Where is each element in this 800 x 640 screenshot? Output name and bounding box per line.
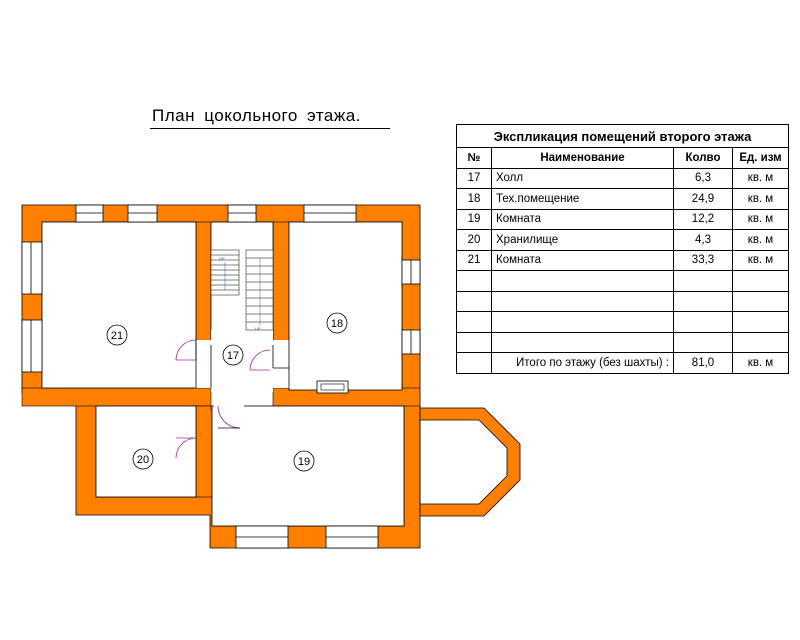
empty-cell	[674, 291, 733, 312]
row-unit: кв. м	[733, 230, 789, 251]
row-area: 24,9	[674, 189, 733, 210]
row-area: 33,3	[674, 250, 733, 271]
row-num: 19	[457, 209, 492, 230]
stair-up-label-1: UP	[219, 256, 225, 261]
row-num: 18	[457, 189, 492, 210]
total-area: 81,0	[674, 353, 733, 374]
table-row-empty	[457, 332, 789, 353]
bay-extension	[420, 408, 520, 516]
hall-17-passage	[211, 330, 273, 392]
row-num: 21	[457, 250, 492, 271]
partition-20-19	[196, 406, 212, 497]
empty-cell	[492, 332, 674, 353]
row-name: Хранилище	[492, 230, 674, 251]
empty-cell	[492, 291, 674, 312]
table-header-row	[457, 148, 789, 169]
stair-up-label-2: UP	[255, 326, 261, 331]
empty-cell	[733, 332, 789, 353]
table-row	[457, 168, 789, 189]
empty-cell	[457, 332, 492, 353]
empty-cell	[674, 312, 733, 333]
plan-title: План цокольного этажа.	[152, 106, 361, 125]
header-area: Колво	[674, 148, 733, 169]
row-area: 12,2	[674, 209, 733, 230]
room-number-20: 20	[136, 454, 150, 466]
empty-cell	[674, 271, 733, 292]
empty-cell	[733, 271, 789, 292]
empty-cell	[457, 312, 492, 333]
empty-cell	[492, 271, 674, 292]
table-row-empty	[457, 271, 789, 292]
row-unit: кв. м	[733, 168, 789, 189]
total-num	[457, 353, 492, 374]
room-number-19: 19	[297, 456, 311, 468]
room-21-outline	[42, 222, 196, 388]
total-label: Итого по этажу (без шахты) :	[492, 353, 674, 374]
empty-cell	[733, 312, 789, 333]
row-unit: кв. м	[733, 250, 789, 271]
empty-cell	[457, 291, 492, 312]
room-schedule-table	[456, 124, 789, 374]
header-unit: Ед. изм	[733, 148, 789, 169]
table-row-empty	[457, 291, 789, 312]
row-name: Комната	[492, 250, 674, 271]
table-row	[457, 189, 789, 210]
room-number-17: 17	[226, 350, 240, 362]
empty-cell	[674, 332, 733, 353]
row-name: Комната	[492, 209, 674, 230]
vent-shaft-inner	[321, 384, 344, 390]
header-num: №	[457, 148, 492, 169]
empty-cell	[733, 291, 789, 312]
table-row	[457, 209, 789, 230]
table-row-empty	[457, 312, 789, 333]
row-name: Холл	[492, 168, 674, 189]
table-total-row	[457, 353, 789, 374]
row-area: 4,3	[674, 230, 733, 251]
empty-cell	[492, 312, 674, 333]
table-title: Экспликация помещений второго этажа	[457, 125, 789, 148]
header-name: Наименование	[492, 148, 674, 169]
total-unit: кв. м	[733, 353, 789, 374]
room-number-21: 21	[110, 330, 124, 342]
row-unit: кв. м	[733, 209, 789, 230]
row-unit: кв. м	[733, 189, 789, 210]
empty-cell	[457, 271, 492, 292]
row-area: 6,3	[674, 168, 733, 189]
row-name: Тех.помещение	[492, 189, 674, 210]
room-number-18: 18	[330, 318, 344, 330]
row-num: 20	[457, 230, 492, 251]
room-18-outline	[289, 222, 402, 390]
row-num: 17	[457, 168, 492, 189]
table-row	[457, 250, 789, 271]
table-rows	[457, 168, 789, 373]
table-row	[457, 230, 789, 251]
